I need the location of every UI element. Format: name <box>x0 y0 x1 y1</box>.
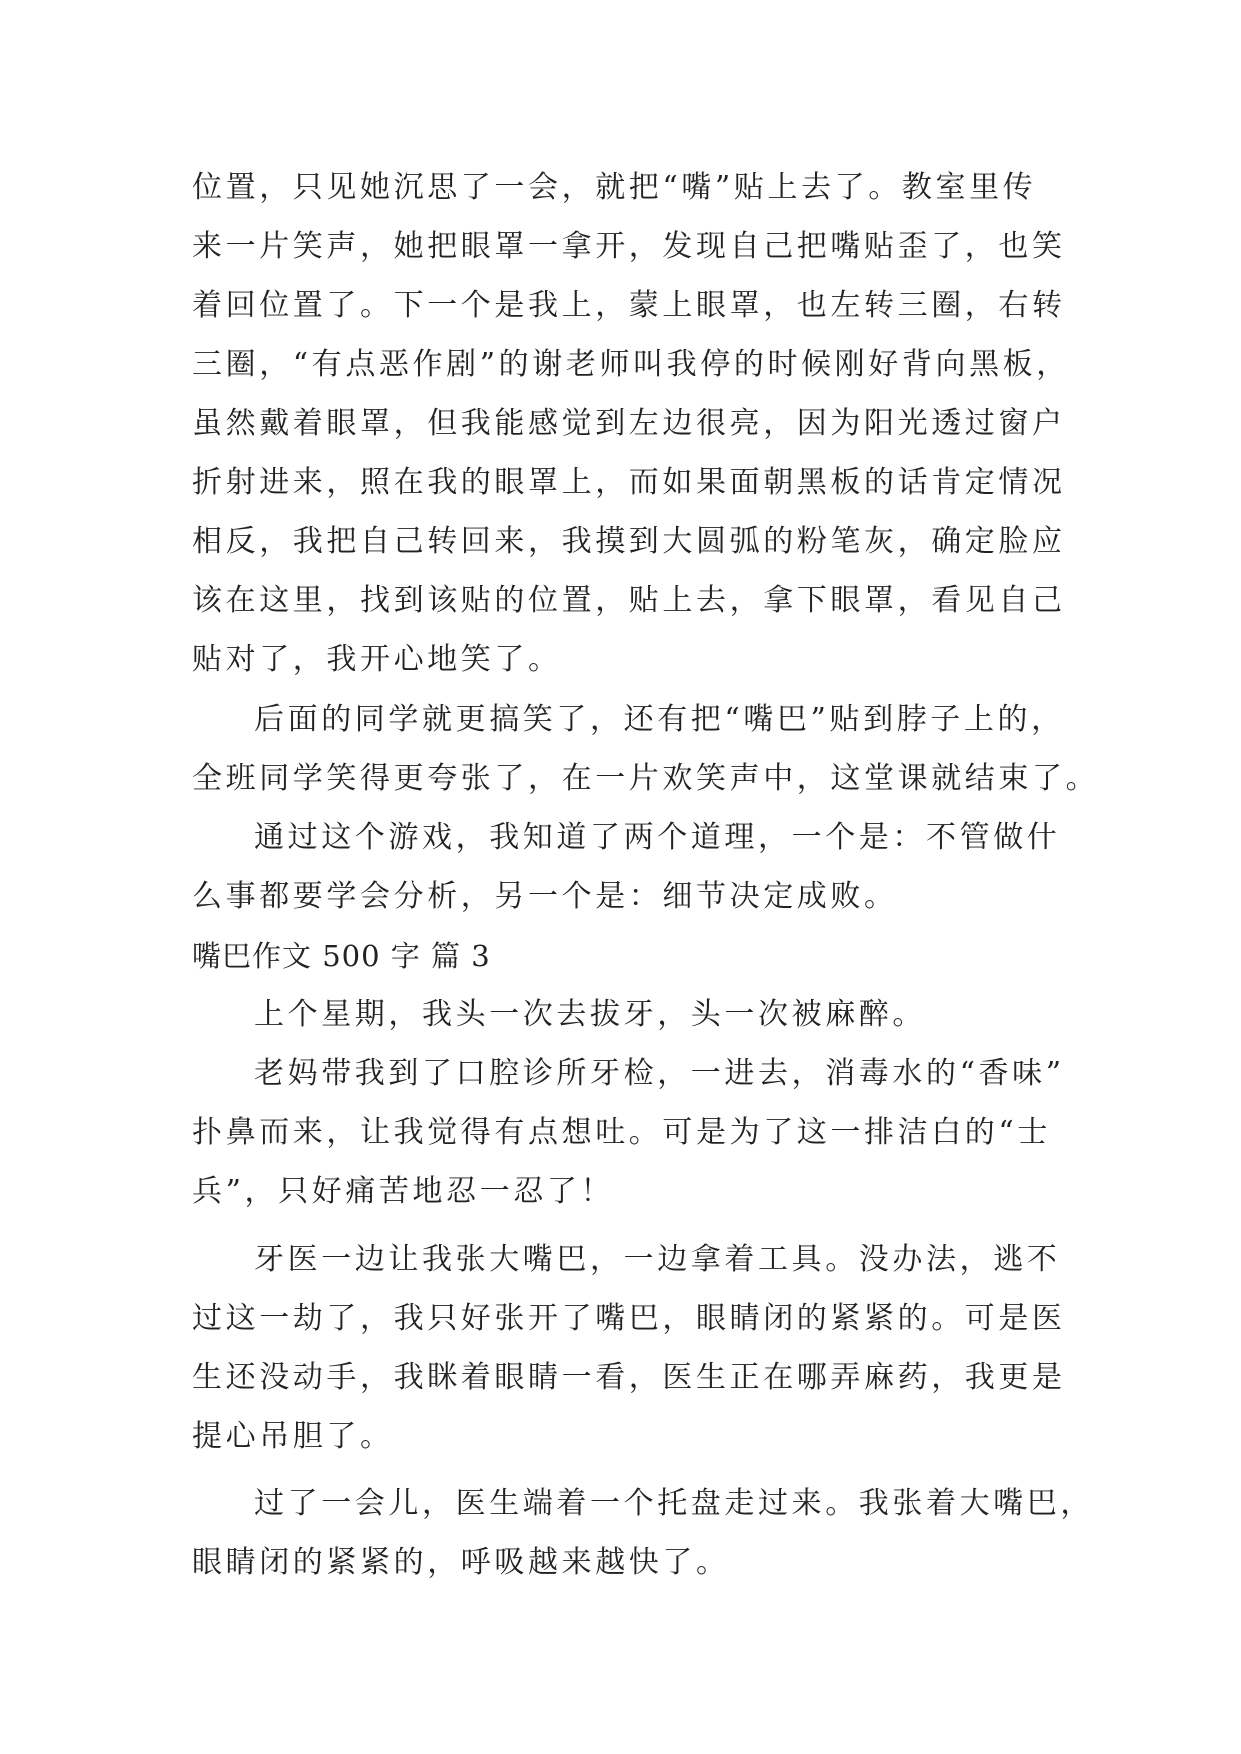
paragraph-start-line: 上个星期，我头一次去拔牙，头一次被麻醉。 <box>254 997 926 1032</box>
paragraph-start-line: 过了一会儿，医生端着一个托盘走过来。我张着大嘴巴， <box>254 1486 1094 1521</box>
text-line: 么事都要学会分析，另一个是：细节决定成败。 <box>192 879 898 914</box>
text-line: 来一片笑声，她把眼罩一拿开，发现自己把嘴贴歪了，也笑 <box>192 229 1066 264</box>
text-line: 折射进来，照在我的眼罩上，而如果面朝黑板的话肯定情况 <box>192 465 1066 500</box>
text-line: 兵”，只好痛苦地忍一忍了！ <box>192 1174 615 1209</box>
paragraph-start-line: 牙医一边让我张大嘴巴，一边拿着工具。没办法，逃不 <box>254 1242 1061 1277</box>
text-line: 相反，我把自己转回来，我摸到大圆弧的粉笔灰，确定脸应 <box>192 524 1066 559</box>
text-line: 眼睛闭的紧紧的，呼吸越来越快了。 <box>192 1545 730 1580</box>
text-line: 过这一劫了，我只好张开了嘴巴，眼睛闭的紧紧的。可是医 <box>192 1301 1066 1336</box>
text-line: 生还没动手，我眯着眼睛一看，医生正在哪弄麻药，我更是 <box>192 1360 1066 1395</box>
text-line: 着回位置了。下一个是我上，蒙上眼罩，也左转三圈，右转 <box>192 288 1066 323</box>
text-line: 三圈，“有点恶作剧”的谢老师叫我停的时候刚好背向黑板， <box>192 347 1070 382</box>
text-line: 虽然戴着眼罩，但我能感觉到左边很亮，因为阳光透过窗户 <box>192 406 1066 441</box>
text-line: 该在这里，找到该贴的位置，贴上去，拿下眼罩，看见自己 <box>192 583 1066 618</box>
paragraph-start-line: 通过这个游戏，我知道了两个道理，一个是：不管做什 <box>254 820 1061 855</box>
text-line: 位置，只见她沉思了一会，就把“嘴”贴上去了。教室里传 <box>192 170 1037 205</box>
text-line: 贴对了，我开心地笑了。 <box>192 642 562 677</box>
text-line: 全班同学笑得更夸张了，在一片欢笑声中，这堂课就结束了。 <box>192 761 1100 796</box>
text-line: 提心吊胆了。 <box>192 1419 394 1454</box>
section-heading: 嘴巴作文 500 字 篇 3 <box>192 939 491 973</box>
paragraph-start-line: 老妈带我到了口腔诊所牙检，一进去，消毒水的“香味” <box>254 1056 1065 1091</box>
paragraph-start-line: 后面的同学就更搞笑了，还有把“嘴巴”贴到脖子上的， <box>254 702 1065 737</box>
text-line: 扑鼻而来，让我觉得有点想吐。可是为了这一排洁白的“士 <box>192 1115 1051 1150</box>
